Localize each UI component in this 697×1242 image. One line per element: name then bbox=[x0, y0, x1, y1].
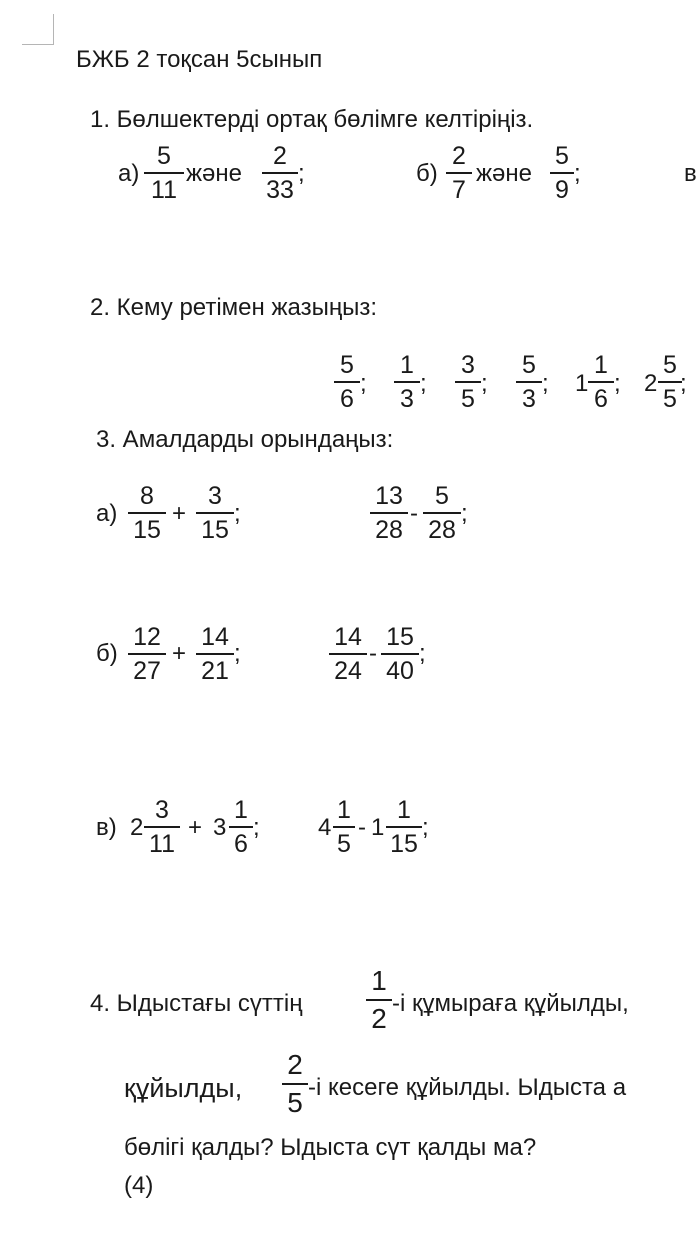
denominator: 5 bbox=[287, 1087, 303, 1118]
numerator: 14 bbox=[334, 623, 362, 651]
fraction-bar bbox=[282, 1083, 308, 1085]
denominator: 33 bbox=[266, 176, 294, 204]
fraction-bar bbox=[370, 512, 408, 514]
numerator: 1 bbox=[594, 351, 608, 379]
operator: - bbox=[358, 814, 366, 841]
q3-heading: 3. Амалдарды орындаңыз: bbox=[96, 426, 394, 453]
semicolon: ; bbox=[614, 370, 621, 397]
semicolon: ; bbox=[574, 160, 581, 187]
denominator: 11 bbox=[149, 830, 175, 858]
operator: + bbox=[172, 500, 187, 527]
numerator: 5 bbox=[435, 482, 449, 510]
denominator: 9 bbox=[555, 176, 569, 204]
numerator: 12 bbox=[133, 623, 161, 651]
q1-c-label: в bbox=[684, 160, 697, 187]
fraction-bar bbox=[334, 381, 360, 383]
page-corner-mark bbox=[22, 44, 53, 45]
fraction-bar bbox=[658, 381, 682, 383]
denominator: 5 bbox=[461, 385, 475, 413]
numerator: 3 bbox=[461, 351, 475, 379]
fraction-bar bbox=[550, 172, 574, 174]
fraction-bar bbox=[455, 381, 481, 383]
whole-part: 1 bbox=[371, 814, 385, 841]
q1-heading: 1. Бөлшектерді ортақ бөлімге келтіріңіз. bbox=[90, 106, 534, 133]
numerator: 1 bbox=[234, 796, 248, 824]
q4-line3: бөлігі қалды? Ыдыста сүт қалды ма? bbox=[124, 1134, 537, 1161]
denominator: 6 bbox=[340, 385, 354, 413]
denominator: 11 bbox=[151, 176, 177, 204]
numerator: 3 bbox=[208, 482, 222, 510]
operator: + bbox=[172, 640, 187, 667]
fraction-bar bbox=[423, 512, 461, 514]
denominator: 21 bbox=[201, 657, 229, 685]
denominator: 15 bbox=[201, 516, 229, 544]
q4-line1-start: 4. Ыдыстағы сүттің bbox=[90, 990, 303, 1017]
fraction-bar bbox=[144, 826, 180, 828]
q4-line1-end: -і құмыраға құйылды, bbox=[392, 990, 629, 1017]
fraction-bar bbox=[366, 999, 392, 1001]
semicolon: ; bbox=[298, 160, 305, 187]
numerator: 2 bbox=[273, 142, 287, 170]
fraction-bar bbox=[394, 381, 420, 383]
denominator: 6 bbox=[594, 385, 608, 413]
denominator: 15 bbox=[133, 516, 161, 544]
numerator: 5 bbox=[555, 142, 569, 170]
whole-part: 1 bbox=[575, 370, 589, 397]
operator: - bbox=[369, 640, 377, 667]
operator: + bbox=[188, 814, 203, 841]
denominator: 2 bbox=[371, 1003, 387, 1034]
conjunction: және bbox=[476, 160, 533, 187]
denominator: 6 bbox=[234, 830, 248, 858]
whole-part: 2 bbox=[130, 814, 144, 841]
whole-part: 2 bbox=[644, 370, 658, 397]
fraction-bar bbox=[381, 653, 419, 655]
semicolon: ; bbox=[419, 640, 426, 667]
fraction-bar bbox=[229, 826, 253, 828]
numerator: 1 bbox=[337, 796, 351, 824]
semicolon: ; bbox=[680, 370, 687, 397]
semicolon: ; bbox=[253, 814, 260, 841]
semicolon: ; bbox=[542, 370, 549, 397]
denominator: 3 bbox=[400, 385, 414, 413]
whole-part: 4 bbox=[318, 814, 332, 841]
numerator: 5 bbox=[663, 351, 677, 379]
fraction-bar bbox=[588, 381, 614, 383]
numerator: 5 bbox=[340, 351, 354, 379]
denominator: 24 bbox=[334, 657, 362, 685]
q4-line2-start: құйылды, bbox=[124, 1073, 243, 1103]
q3-c-label: в) bbox=[96, 814, 117, 841]
q1-b-label: б) bbox=[416, 160, 438, 187]
fraction-bar bbox=[196, 512, 234, 514]
fraction-bar bbox=[386, 826, 422, 828]
q1-a-label: а) bbox=[118, 160, 140, 187]
numerator: 2 bbox=[452, 142, 466, 170]
numerator: 3 bbox=[155, 796, 169, 824]
numerator: 2 bbox=[287, 1049, 303, 1080]
fraction-bar bbox=[329, 653, 367, 655]
numerator: 5 bbox=[522, 351, 536, 379]
numerator: 1 bbox=[400, 351, 414, 379]
semicolon: ; bbox=[420, 370, 427, 397]
denominator: 28 bbox=[375, 516, 403, 544]
page-corner-mark bbox=[53, 14, 54, 45]
semicolon: ; bbox=[360, 370, 367, 397]
page-title: БЖБ 2 тоқсан 5сынып bbox=[76, 46, 323, 73]
semicolon: ; bbox=[234, 640, 241, 667]
denominator: 7 bbox=[452, 176, 466, 204]
fraction-bar bbox=[128, 653, 166, 655]
fraction-bar bbox=[128, 512, 166, 514]
fraction-bar bbox=[333, 826, 355, 828]
numerator: 13 bbox=[375, 482, 403, 510]
q4-line2-end: -і кесеге құйылды. Ыдыста а bbox=[308, 1074, 627, 1101]
denominator: 40 bbox=[386, 657, 414, 685]
q3-b-label: б) bbox=[96, 640, 118, 667]
semicolon: ; bbox=[461, 500, 468, 527]
semicolon: ; bbox=[422, 814, 429, 841]
denominator: 5 bbox=[663, 385, 677, 413]
fraction-bar bbox=[196, 653, 234, 655]
denominator: 27 bbox=[133, 657, 161, 685]
numerator: 15 bbox=[386, 623, 414, 651]
q3-a-label: а) bbox=[96, 500, 118, 527]
numerator: 14 bbox=[201, 623, 229, 651]
q2-heading: 2. Кему ретімен жазыңыз: bbox=[90, 294, 378, 321]
denominator: 28 bbox=[428, 516, 456, 544]
whole-part: 3 bbox=[213, 814, 227, 841]
numerator: 1 bbox=[397, 796, 411, 824]
operator: - bbox=[410, 500, 418, 527]
semicolon: ; bbox=[481, 370, 488, 397]
conjunction: және bbox=[186, 160, 243, 187]
q4-points: (4) bbox=[124, 1172, 154, 1199]
fraction-bar bbox=[446, 172, 472, 174]
fraction-bar bbox=[144, 172, 184, 174]
numerator: 5 bbox=[157, 142, 171, 170]
denominator: 3 bbox=[522, 385, 536, 413]
fraction-bar bbox=[262, 172, 298, 174]
numerator: 8 bbox=[140, 482, 154, 510]
denominator: 15 bbox=[390, 830, 418, 858]
numerator: 1 bbox=[371, 965, 387, 996]
semicolon: ; bbox=[234, 500, 241, 527]
fraction-bar bbox=[516, 381, 542, 383]
denominator: 5 bbox=[337, 830, 351, 858]
